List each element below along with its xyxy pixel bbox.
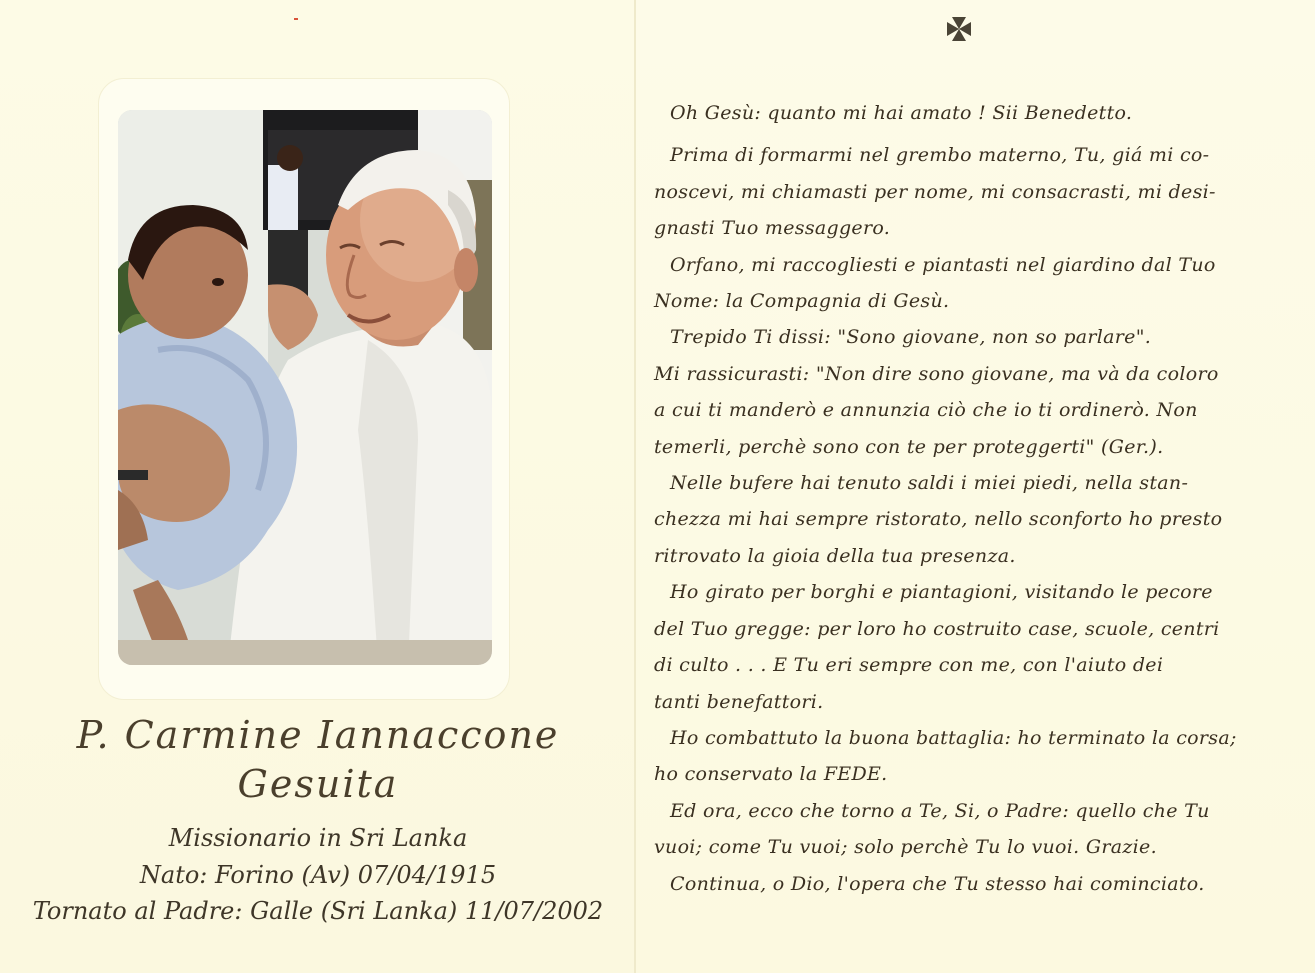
prayer-line: vuoi; come Tu vuoi; solo perchè Tu lo vuoi. Grazie. <box>654 836 1157 859</box>
prayer-line: noscevi, mi chiamasti per nome, mi consacrasti, mi desi- <box>654 180 1216 203</box>
prayer-line: Mi rassicurasti: "Non dire sono giovane, ma và da coloro <box>654 362 1219 385</box>
left-card-panel <box>0 0 636 973</box>
prayer-line: di culto . . . E Tu eri sempre con me, con l'aiuto dei <box>654 654 1164 677</box>
prayer-line: Ho girato per borghi e piantagioni, visitando le pecore <box>670 581 1213 604</box>
death-line: Tornato al Padre: Galle (Sri Lanka) 11/07/2002 <box>32 897 604 925</box>
prayer-line: Oh Gesù: quanto mi hai amato ! Sii Benedetto. <box>670 102 1133 124</box>
prayer-line: Ho combattuto la buona battaglia: ho terminato la corsa; <box>670 726 1237 749</box>
prayer-text <box>654 95 1274 902</box>
ink-speck <box>294 18 298 20</box>
prayer-line: ritrovato la gioia della tua presenza. <box>654 544 1016 567</box>
prayer-line: gnasti Tuo messaggero. <box>654 217 891 240</box>
prayer-line: temerli, perchè sono con te per proteggerti" (Ger.). <box>654 435 1164 458</box>
portrait-photo <box>118 110 492 665</box>
prayer-line: Continua, o Dio, l'opera che Tu stesso hai cominciato. <box>670 872 1205 895</box>
prayer-line: del Tuo gregge: per loro ho costruito case, scuole, centri <box>654 617 1220 640</box>
prayer-line: Nelle bufere hai tenuto saldi i miei piedi, nella stan- <box>670 472 1189 495</box>
prayer-line: a cui ti manderò e annunzia ciò che io ti ordinerò. Non <box>654 399 1198 422</box>
priest-order: Gesuita <box>237 762 399 806</box>
prayer-line: Nome: la Compagnia di Gesù. <box>654 290 950 313</box>
priest-name: P. Carmine Iannaccone <box>76 713 560 757</box>
prayer-line: ho conservato la FEDE. <box>654 763 888 786</box>
birth-line: Nato: Forino (Av) 07/04/1915 <box>139 861 497 889</box>
maltese-cross-icon <box>944 14 974 44</box>
prayer-line: Orfano, mi raccogliesti e piantasti nel giardino dal Tuo <box>670 253 1216 276</box>
prayer-line: Ed ora, ecco che torno a Te, Si, o Padre: quello che Tu <box>670 799 1210 822</box>
mission-line: Missionario in Sri Lanka <box>168 824 468 852</box>
prayer-line: Trepido Ti dissi: "Sono giovane, non so parlare". <box>670 326 1152 349</box>
prayer-line: tanti benefattori. <box>654 690 824 713</box>
prayer-line: chezza mi hai sempre ristorato, nello sconforto ho presto <box>654 508 1223 531</box>
prayer-line: Prima di formarmi nel grembo materno, Tu, giá mi co- <box>670 144 1210 167</box>
